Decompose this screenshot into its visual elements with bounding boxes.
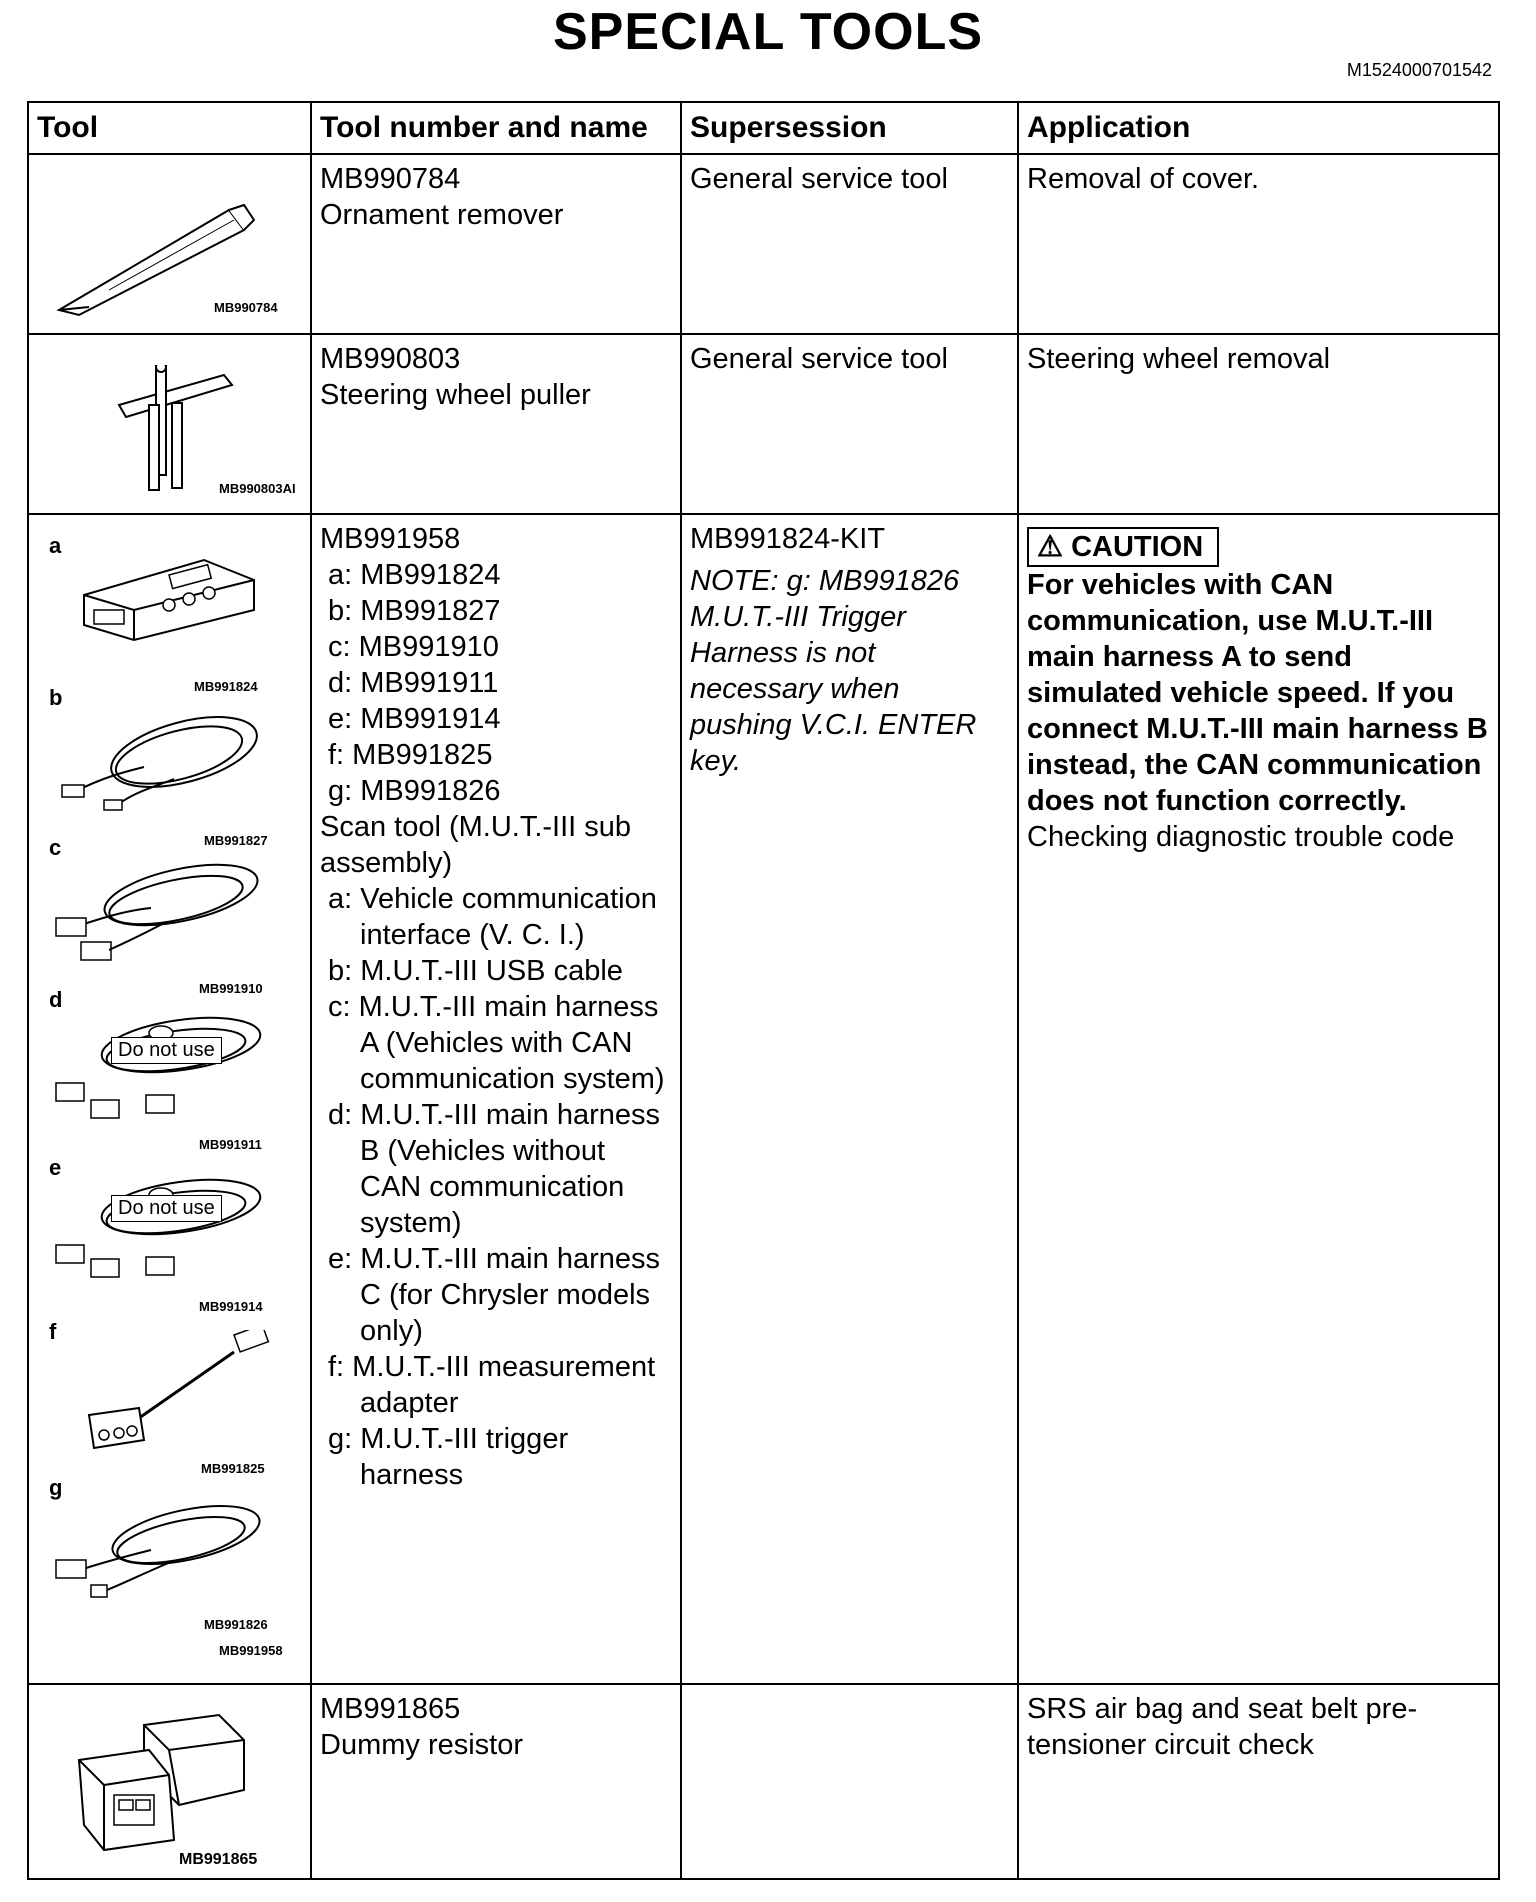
caution-label-text: CAUTION (1071, 531, 1204, 563)
tool-number-cell (311, 1684, 681, 1879)
supersession-cell (681, 334, 1018, 514)
table-row (28, 1684, 1499, 1879)
header-tool: Tool (28, 102, 311, 154)
application-text: Checking diagnostic trouble code (1027, 821, 1455, 853)
tool-image-cell (28, 334, 311, 514)
document-id: M1524000701542 (1346, 60, 1492, 80)
item-image-label: MB991827 (204, 833, 268, 848)
tool-image-cell (28, 154, 311, 334)
tool-number: MB991865 (320, 1693, 461, 1725)
item-letter: a (49, 533, 62, 558)
table-row (28, 154, 1499, 334)
caution-text: For vehicles with CAN communication, use M.U.T.-III main harness A to send simulated vehicle speed. If you connect M.U.T.-III main harness B instead, the CAN communication does not function correctly. (1027, 569, 1488, 817)
item-image-label: MB991914 (199, 1299, 263, 1314)
header-application: Application (1018, 102, 1499, 154)
tool-name: Steering wheel puller (320, 379, 591, 411)
list-item: e: MB991914 (328, 703, 501, 735)
item-image-label: MB991825 (201, 1461, 265, 1476)
steering-wheel-puller-icon (114, 365, 264, 495)
header-supersession: Supersession (681, 102, 1018, 154)
main-harness-a-icon (51, 850, 266, 965)
tool-image-cell (28, 1684, 311, 1879)
tool-number-cell (311, 514, 681, 1684)
item-image-label: MB991824 (194, 679, 258, 694)
application-text: Removal of cover. (1027, 163, 1260, 195)
item-letter: b (49, 685, 63, 710)
usb-cable-icon (54, 697, 264, 817)
supersession-cell (681, 154, 1018, 334)
application-cell (1018, 334, 1499, 514)
special-tools-table (27, 101, 1500, 1880)
do-not-use-sticker: Do not use (111, 1195, 222, 1222)
tool-number: MB991958 (320, 523, 461, 555)
supersession-cell (681, 514, 1018, 1684)
measurement-adapter-icon (69, 1330, 279, 1460)
do-not-use-sticker: Do not use (111, 1037, 222, 1064)
supersession-note: NOTE: g: MB991826 M.U.T.-III Trigger Harness is not necessary when pushing V.C.I. ENTER key. (690, 565, 977, 777)
application-text: Steering wheel removal (1027, 343, 1331, 375)
application-text: SRS air bag and seat belt pre-tensioner circuit check (1027, 1693, 1418, 1761)
item-letter: d (49, 987, 63, 1012)
item-image-label: MB991826 (204, 1617, 268, 1632)
list-item: d: M.U.T.-III main harness B (Vehicles without CAN communication system) (328, 1099, 660, 1239)
item-image-label: MB991911 (199, 1137, 262, 1152)
table-header-row (28, 102, 1499, 154)
list-item: c: MB991910 (328, 631, 499, 663)
main-harness-b-icon (51, 1005, 271, 1125)
tool-image-label: MB990803AI (219, 481, 296, 496)
list-item: f: MB991825 (328, 739, 493, 771)
list-item: g: M.U.T.-III trigger harness (328, 1423, 569, 1491)
tool-number: MB990784 (320, 163, 461, 195)
list-item: a: MB991824 (328, 559, 501, 591)
application-cell (1018, 154, 1499, 334)
warning-triangle-icon: ⚠ (1037, 531, 1063, 563)
list-item: c: M.U.T.-III main harness A (Vehicles with CAN communication system) (328, 991, 665, 1095)
list-item: d: MB991911 (328, 667, 499, 699)
item-letter: f (49, 1319, 57, 1344)
vci-device-icon (74, 550, 264, 645)
tool-image-cell (28, 514, 311, 1684)
tool-image-label: MB990784 (214, 300, 278, 315)
item-image-label: MB991910 (199, 981, 263, 996)
item-letter: c (49, 835, 62, 860)
dummy-resistor-icon (69, 1710, 249, 1855)
supersession-text: General service tool (690, 343, 948, 375)
sub-name-list (320, 881, 672, 1493)
list-item: b: M.U.T.-III USB cable (328, 955, 623, 987)
sub-number-list (320, 557, 672, 809)
page-title: SPECIAL TOOLS (552, 3, 984, 61)
tool-number: MB990803 (320, 343, 461, 375)
caution-label (1027, 527, 1219, 567)
tool-name: Ornament remover (320, 199, 564, 231)
list-item: g: MB991826 (328, 775, 501, 807)
header-tool-number-name: Tool number and name (311, 102, 681, 154)
tool-image-label: MB991865 (179, 1851, 258, 1868)
table-row (28, 334, 1499, 514)
table-row (28, 514, 1499, 1684)
tool-number-cell (311, 154, 681, 334)
application-cell (1018, 514, 1499, 1684)
main-harness-c-icon (51, 1167, 271, 1287)
tool-name: Dummy resistor (320, 1729, 524, 1761)
trigger-harness-icon (51, 1490, 266, 1610)
list-item: a: Vehicle communication interface (V. C. I.) (328, 883, 657, 951)
item-letter: g (49, 1475, 63, 1500)
supersession-cell (681, 1684, 1018, 1879)
tool-name: Scan tool (M.U.T.-III sub assembly) (320, 811, 632, 879)
application-cell (1018, 1684, 1499, 1879)
supersession-text: MB991824-KIT (690, 523, 886, 555)
supersession-text (682, 1685, 1017, 1691)
list-item: e: M.U.T.-III main harness C (for Chrysler models only) (328, 1243, 660, 1347)
list-item: f: M.U.T.-III measurement adapter (328, 1351, 656, 1419)
supersession-text: General service tool (690, 163, 948, 195)
list-item: b: MB991827 (328, 595, 501, 627)
kit-image-label: MB991958 (219, 1643, 283, 1658)
tool-number-cell (311, 334, 681, 514)
item-letter: e (49, 1155, 62, 1180)
